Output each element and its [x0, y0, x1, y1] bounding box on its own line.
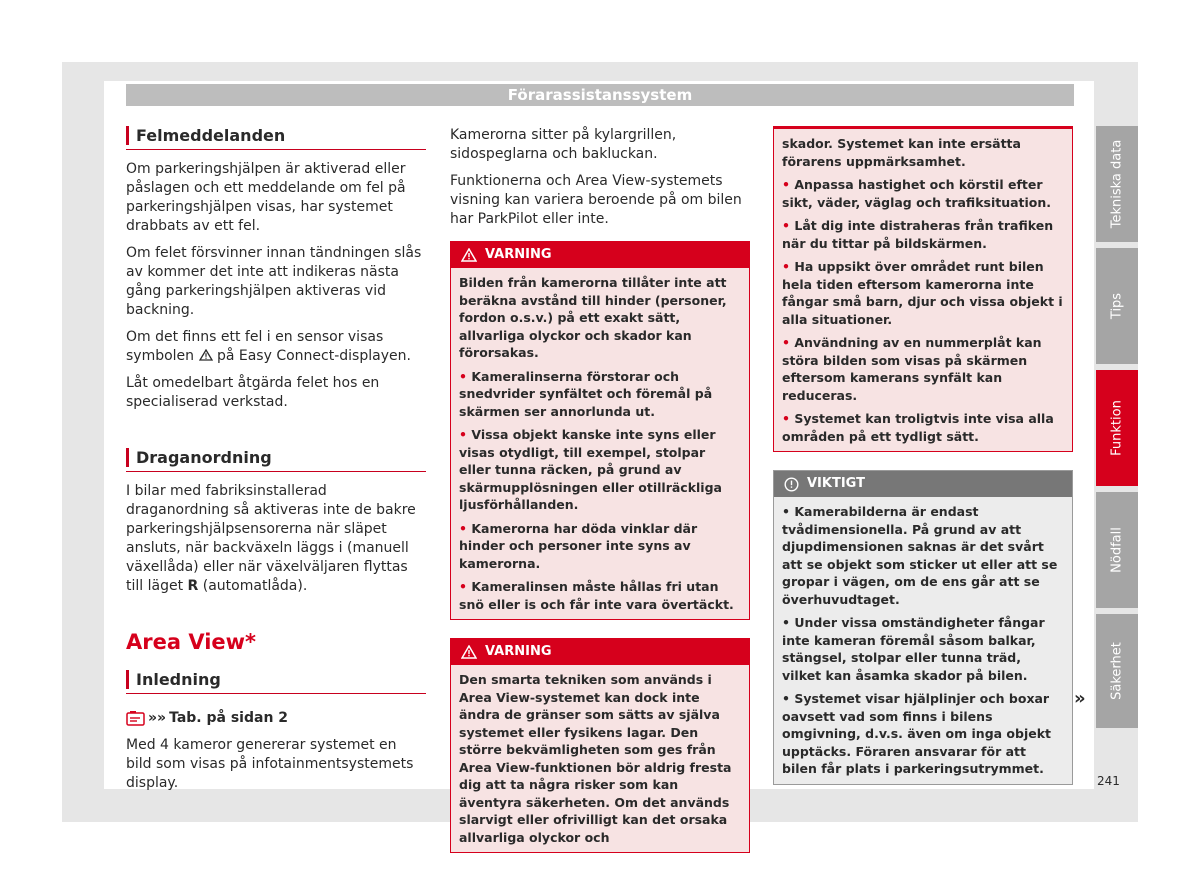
paragraph — [126, 482, 426, 596]
note-item — [782, 614, 1064, 684]
bullet-icon: • — [459, 579, 467, 594]
bullet-icon: • — [782, 218, 790, 233]
note-header — [774, 471, 1072, 497]
warning-label: VARNING — [485, 644, 552, 659]
tab-tekniska-data[interactable] — [1096, 126, 1138, 242]
tab-sakerhet[interactable] — [1096, 614, 1138, 728]
paragraph: Med 4 kameror genererar systemet en bild som visas på infotainmentsystemets display. — [126, 737, 414, 791]
paragraph: Kamerorna sitter på kylargrillen, sidospeglarna och bakluckan. — [450, 127, 677, 162]
warning-item-text: Kameralinsen måste hållas fri utan snö eller is och får inte vara övertäckt. — [459, 579, 734, 612]
note-box — [773, 470, 1073, 785]
warning-box-2 — [450, 638, 750, 853]
bullet-icon: • — [782, 177, 790, 192]
note-item-text: Systemet visar hjälplinjer och boxar oavsett vad som finns i bilens omgivning, d.v.s. även om inga objekt upptäcks. Föraren ansvarar för att bilen får plats i parkeringsutrymmet. — [782, 691, 1052, 776]
warning-item — [782, 176, 1064, 211]
tab-label: Nödfall — [1109, 527, 1125, 573]
warning-box-1 — [450, 241, 750, 620]
camera-screen-icon — [126, 710, 146, 726]
warning-item — [782, 334, 1064, 404]
chapter-header: Förarassistanssystem — [126, 84, 1074, 106]
bullet-icon: • — [459, 427, 467, 442]
tab-tips[interactable] — [1096, 248, 1138, 364]
column-3 — [773, 122, 1073, 785]
warning-item — [782, 410, 1064, 445]
warning-intro: Bilden från kamerorna tillåter inte att beräkna avstånd till hinder (personer, fordon o.s.v.) på ett exakt sätt, allvarliga olyckor och skador kan förorsakas. — [459, 275, 727, 360]
warning-item — [459, 368, 741, 421]
bullet-icon: • — [782, 691, 790, 706]
bullet-icon: • — [459, 368, 467, 384]
warning-triangle-icon — [461, 248, 477, 262]
tab-nodfall[interactable] — [1096, 492, 1138, 608]
section-heading-draganordning: Draganordning — [126, 442, 426, 472]
bullet-icon: • — [459, 520, 467, 536]
warning-label: VARNING — [485, 247, 552, 262]
warning-item-text: Kameralinserna förstorar och snedvrider synfältet och föremål på skärmen ser annorlunda ut. — [459, 368, 713, 419]
note-label: VIKTIGT — [807, 476, 865, 491]
paragraph-text: I bilar med fabriksinstallerad draganordning så aktiveras inte de bakre parkeringshjälpsensorerna när släpet ansluts, när backväxeln läggs i (manuell växellåda) eller när växelväljaren flyttas till läget — [126, 483, 416, 594]
paragraph: Låt omedelbart åtgärda felet hos en specialiserad verkstad. — [126, 375, 380, 410]
warning-body — [451, 665, 749, 852]
note-item — [782, 503, 1064, 608]
column-2 — [450, 126, 750, 853]
warning-item — [459, 520, 741, 573]
reference-arrows: »» — [148, 710, 167, 726]
note-item — [782, 690, 1064, 778]
warning-item-text: Vissa objekt kanske inte syns eller visas otydligt, till exempel, stolpar eller tunna räcken, på grund av skärmupplösningen eller otillräckliga ljusförhållanden. — [459, 427, 722, 512]
info-circle-icon — [784, 477, 799, 492]
bullet-icon: • — [782, 259, 790, 274]
note-item-text: Under vissa omständigheter fångar inte kameran föremål såsom balkar, stängsel, stolpar eller tunna träd, vilket kan åsamka skador på bilen. — [782, 615, 1045, 683]
paragraph-text: på Easy Connect-displayen. — [216, 348, 411, 364]
tab-label: Tekniska data — [1109, 139, 1125, 229]
reference-text: Tab. på sidan 2 — [169, 710, 289, 726]
warning-item-text: Anpassa hastighet och körstil efter sikt, väder, väglag och trafiksituation. — [782, 177, 1052, 210]
bullet-icon: • — [782, 615, 790, 630]
warning-item-text: Kamerorna har döda vinklar där hinder och personer inte syns av kamerorna. — [459, 520, 698, 571]
tab-funktion[interactable] — [1096, 370, 1138, 486]
warning-triangle-icon — [461, 645, 477, 659]
warning-item — [782, 217, 1064, 252]
bullet-icon: • — [782, 504, 790, 519]
warning-item — [782, 258, 1064, 328]
tab-label: Funktion — [1109, 400, 1125, 456]
bullet-icon: • — [782, 335, 790, 350]
warning-item-text: Låt dig inte distraheras från trafiken när du tittar på bildskärmen. — [782, 218, 1054, 251]
continued-arrow-icon: » — [1074, 688, 1086, 709]
warning-continuation — [773, 126, 1073, 452]
warning-header — [451, 639, 749, 665]
paragraph-text: Om det finns ett fel i en sensor visas symbolen — [126, 329, 384, 364]
warning-item-text: Ha uppsikt över området runt bilen hela tiden eftersom kamerorna inte fångar små barn, djur och vissa objekt i alla situationer. — [782, 259, 1063, 327]
note-item-text: Kamerabilderna är endast tvådimensionella. På grund av att djupdimensionen saknas är det svårt att se objekt som sticker ut eller att se gropar i vägen, om de ens går att se överhuvudtaget. — [782, 504, 1058, 607]
page-reference[interactable] — [126, 710, 426, 726]
paragraph: Om parkeringshjälpen är aktiverad eller påslagen och ett meddelande om fel på parkeringshjälpen visas, har systemet drabbats av ett fel. — [126, 161, 406, 234]
warning-item — [459, 578, 741, 613]
warning-intro: skador. Systemet kan inte ersätta förarens uppmärksamhet. — [782, 136, 1021, 169]
paragraph-text: (automatlåda). — [202, 578, 308, 594]
section-heading-inledning: Inledning — [126, 664, 426, 694]
column-1 — [126, 120, 426, 801]
page-number: 241 — [1097, 774, 1120, 788]
paragraph: Om felet försvinner innan tändningen slås av kommer det inte att indikeras nästa gång parkeringshjälpen aktiveras vid backning. — [126, 245, 422, 318]
warning-item-text: Systemet kan troligtvis inte visa alla områden på ett tydligt sätt. — [782, 411, 1054, 444]
tab-label: Tips — [1109, 292, 1125, 320]
note-body — [774, 497, 1072, 784]
warning-body — [451, 268, 749, 619]
warning-header — [451, 242, 749, 268]
warning-triangle-icon — [199, 348, 217, 364]
section-title-area-view: Area View* — [126, 630, 257, 654]
paragraph: Funktionerna och Area View-systemets visning kan variera beroende på om bilen har ParkPilot eller inte. — [450, 173, 742, 227]
warning-text: Den smarta tekniken som används i Area View-systemet kan dock inte ändra de gränser som sätts av själva systemet eller fysikens lagar. Den större bekvämligheten som ges från Area View-funktionen bör aldrig fresta dig att ta några risker som kan äventyra säkerheten. Om det används slarvigt eller ofrivilligt kan det orsaka allvarliga olyckor och — [459, 672, 732, 845]
bullet-icon: • — [782, 411, 790, 426]
section-heading-felmeddelanden: Felmeddelanden — [126, 120, 426, 150]
warning-item-text: Användning av en nummerplåt kan störa bilden som visas på skärmen eftersom kamerans synfält kan reduceras. — [782, 335, 1042, 403]
paragraph — [126, 328, 426, 366]
gear-position-label: R — [187, 578, 199, 594]
warning-item — [459, 426, 741, 514]
tab-label: Säkerhet — [1109, 642, 1125, 700]
